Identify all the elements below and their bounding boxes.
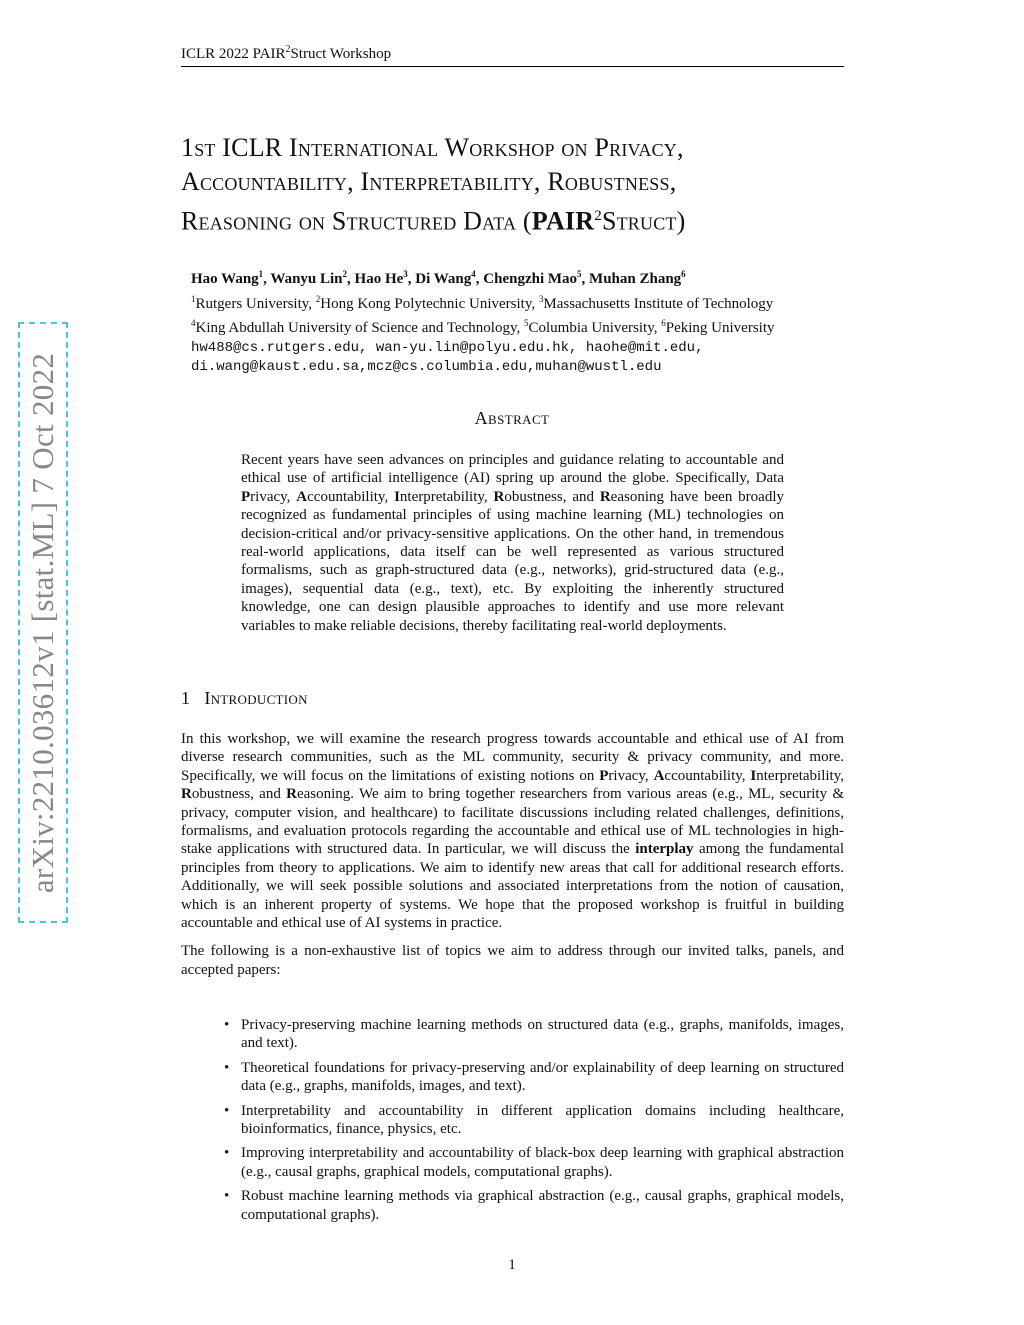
running-header: ICLR 2022 PAIR$^2$Struct Workshop [181,44,844,67]
author: Wanyu Lin [270,271,343,287]
bullet-icon: • [224,1017,230,1033]
paper-title [181,131,844,239]
intro-paragraph-2: The following is a non-exhaustive list of topics we aim to address through our invited talks, panels, and accepted papers: [181,943,844,978]
section-heading-introduction: 1 Introduction [181,688,308,708]
abstract-body: Recent years have seen advances on principles and guidance relating to accountable and ethical use of artificial intelligence (AI) spring up around the globe. Specifically, Data Privacy, Accountability, Interpretability, Robustness, and Reasoning have been broadly recognized as fundamental principles of using machine learning (ML) technologies on decision-critical and/or privacy-sensitive applications. On the other hand, in tremendous real-world applications, data itself can be well represented as various structured formalisms, such as graph-structured data (e.g., networks), grid-structured data (e.g., images), sequential data (e.g., text), etc. By exploiting the inherently structured knowledge, one can design plausible approaches to identify and use more relevant variables to make reliable decisions, thereby facilitating real-world deployments. [241,452,784,634]
list-item: • Theoretical foundations for privacy-preserving and/or explainability of deep learning on structured data (e.g., graphs, manifolds, images, and text). [224,1059,844,1095]
list-item: • Robust machine learning methods via graphical abstraction (e.g., causal graphs, graphical models, computational graphs). [224,1188,844,1223]
bullet-icon: • [224,1145,230,1162]
author: Di Wang [415,271,472,287]
affiliations-line-2: $^4$King Abdullah University of Science and Technology, $^5$Columbia University, $^6$Peking University [191,318,775,336]
page-number: 1 [508,1257,516,1273]
title-line-1: 1st ICLR International Workshop on Privacy, [181,133,684,162]
bullet-icon: • [224,1188,230,1205]
emails-line-2[interactable]: di.wang@kaust.edu.sa,mcz@cs.columbia.edu,muhan@wustl.edu [191,359,662,375]
abstract-heading: Abstract [474,408,550,428]
author-block [191,265,851,378]
author-names: Hao Wang$^1$, Wanyu Lin$^2$, Hao He$^3$, Di Wang$^4$, Chengzhi Mao$^5$, Muhan Zhang$^6$ [191,269,686,287]
author: Hao Wang [191,271,259,287]
author: Hao He [354,271,404,287]
author: Chengzhi Mao [483,271,578,287]
bullet-icon: • [224,1102,230,1119]
title-line-3: Reasoning on Structured Data (PAIR$^2$Struct) [181,206,686,236]
author: Muhan Zhang [589,271,682,287]
arxiv-id: arXiv:2210.03612v1 [stat.ML] 7 Oct 2022 [25,352,61,893]
intro-paragraph-1: In this workshop, we will examine the research progress towards accountable and ethical use of AI from diverse research communities, such as the ML community, security & privacy community, and more. Specifically, we will focus on the limitations of existing notions on Privacy, Accountability, Interpretability, Robustness, and Reasoning. We aim to bring together researchers from various areas (e.g., ML, security & privacy, computer vision, and healthcare) to facilitate discussions including related challenges, definitions, formalisms, and evaluation protocols regarding the accountable and ethical use of ML technologies in high-stake applications with structured data. In particular, we will discuss the interplay among the fundamental principles from theory to applications. We aim to identify new areas that call for additional research efforts. Additionally, we will seek possible solutions and associated interpretations from the notion of causation, which is an inherent property of systems. We hope that the proposed workshop is fruitful in building accountable and ethical use of AI systems in practice. [181,731,845,932]
bullet-icon: • [224,1059,230,1076]
introduction-body [181,730,844,989]
list-item: • Improving interpretability and accountability of black-box deep learning with graphical abstraction (e.g., causal graphs, graphical models, computational graphs). [224,1145,844,1180]
list-item: • Interpretability and accountability in different application domains including healthcare, bioinformatics, finance, physics, etc. [224,1102,844,1138]
emails-line-1[interactable]: hw488@cs.rutgers.edu, wan-yu.lin@polyu.edu.hk, haohe@mit.edu, [191,339,704,356]
list-item: • Privacy-preserving machine learning methods on structured data (e.g., graphs, manifolds, images, and text). [224,1017,844,1052]
topic-list [224,1016,844,1230]
affiliations-line-1: $^1$Rutgers University, $^2$Hong Kong Polytechnic University, $^3$Massachusetts Institute of Technology [191,293,774,312]
title-line-2: Accountability, Interpretability, Robustness, [181,167,677,196]
